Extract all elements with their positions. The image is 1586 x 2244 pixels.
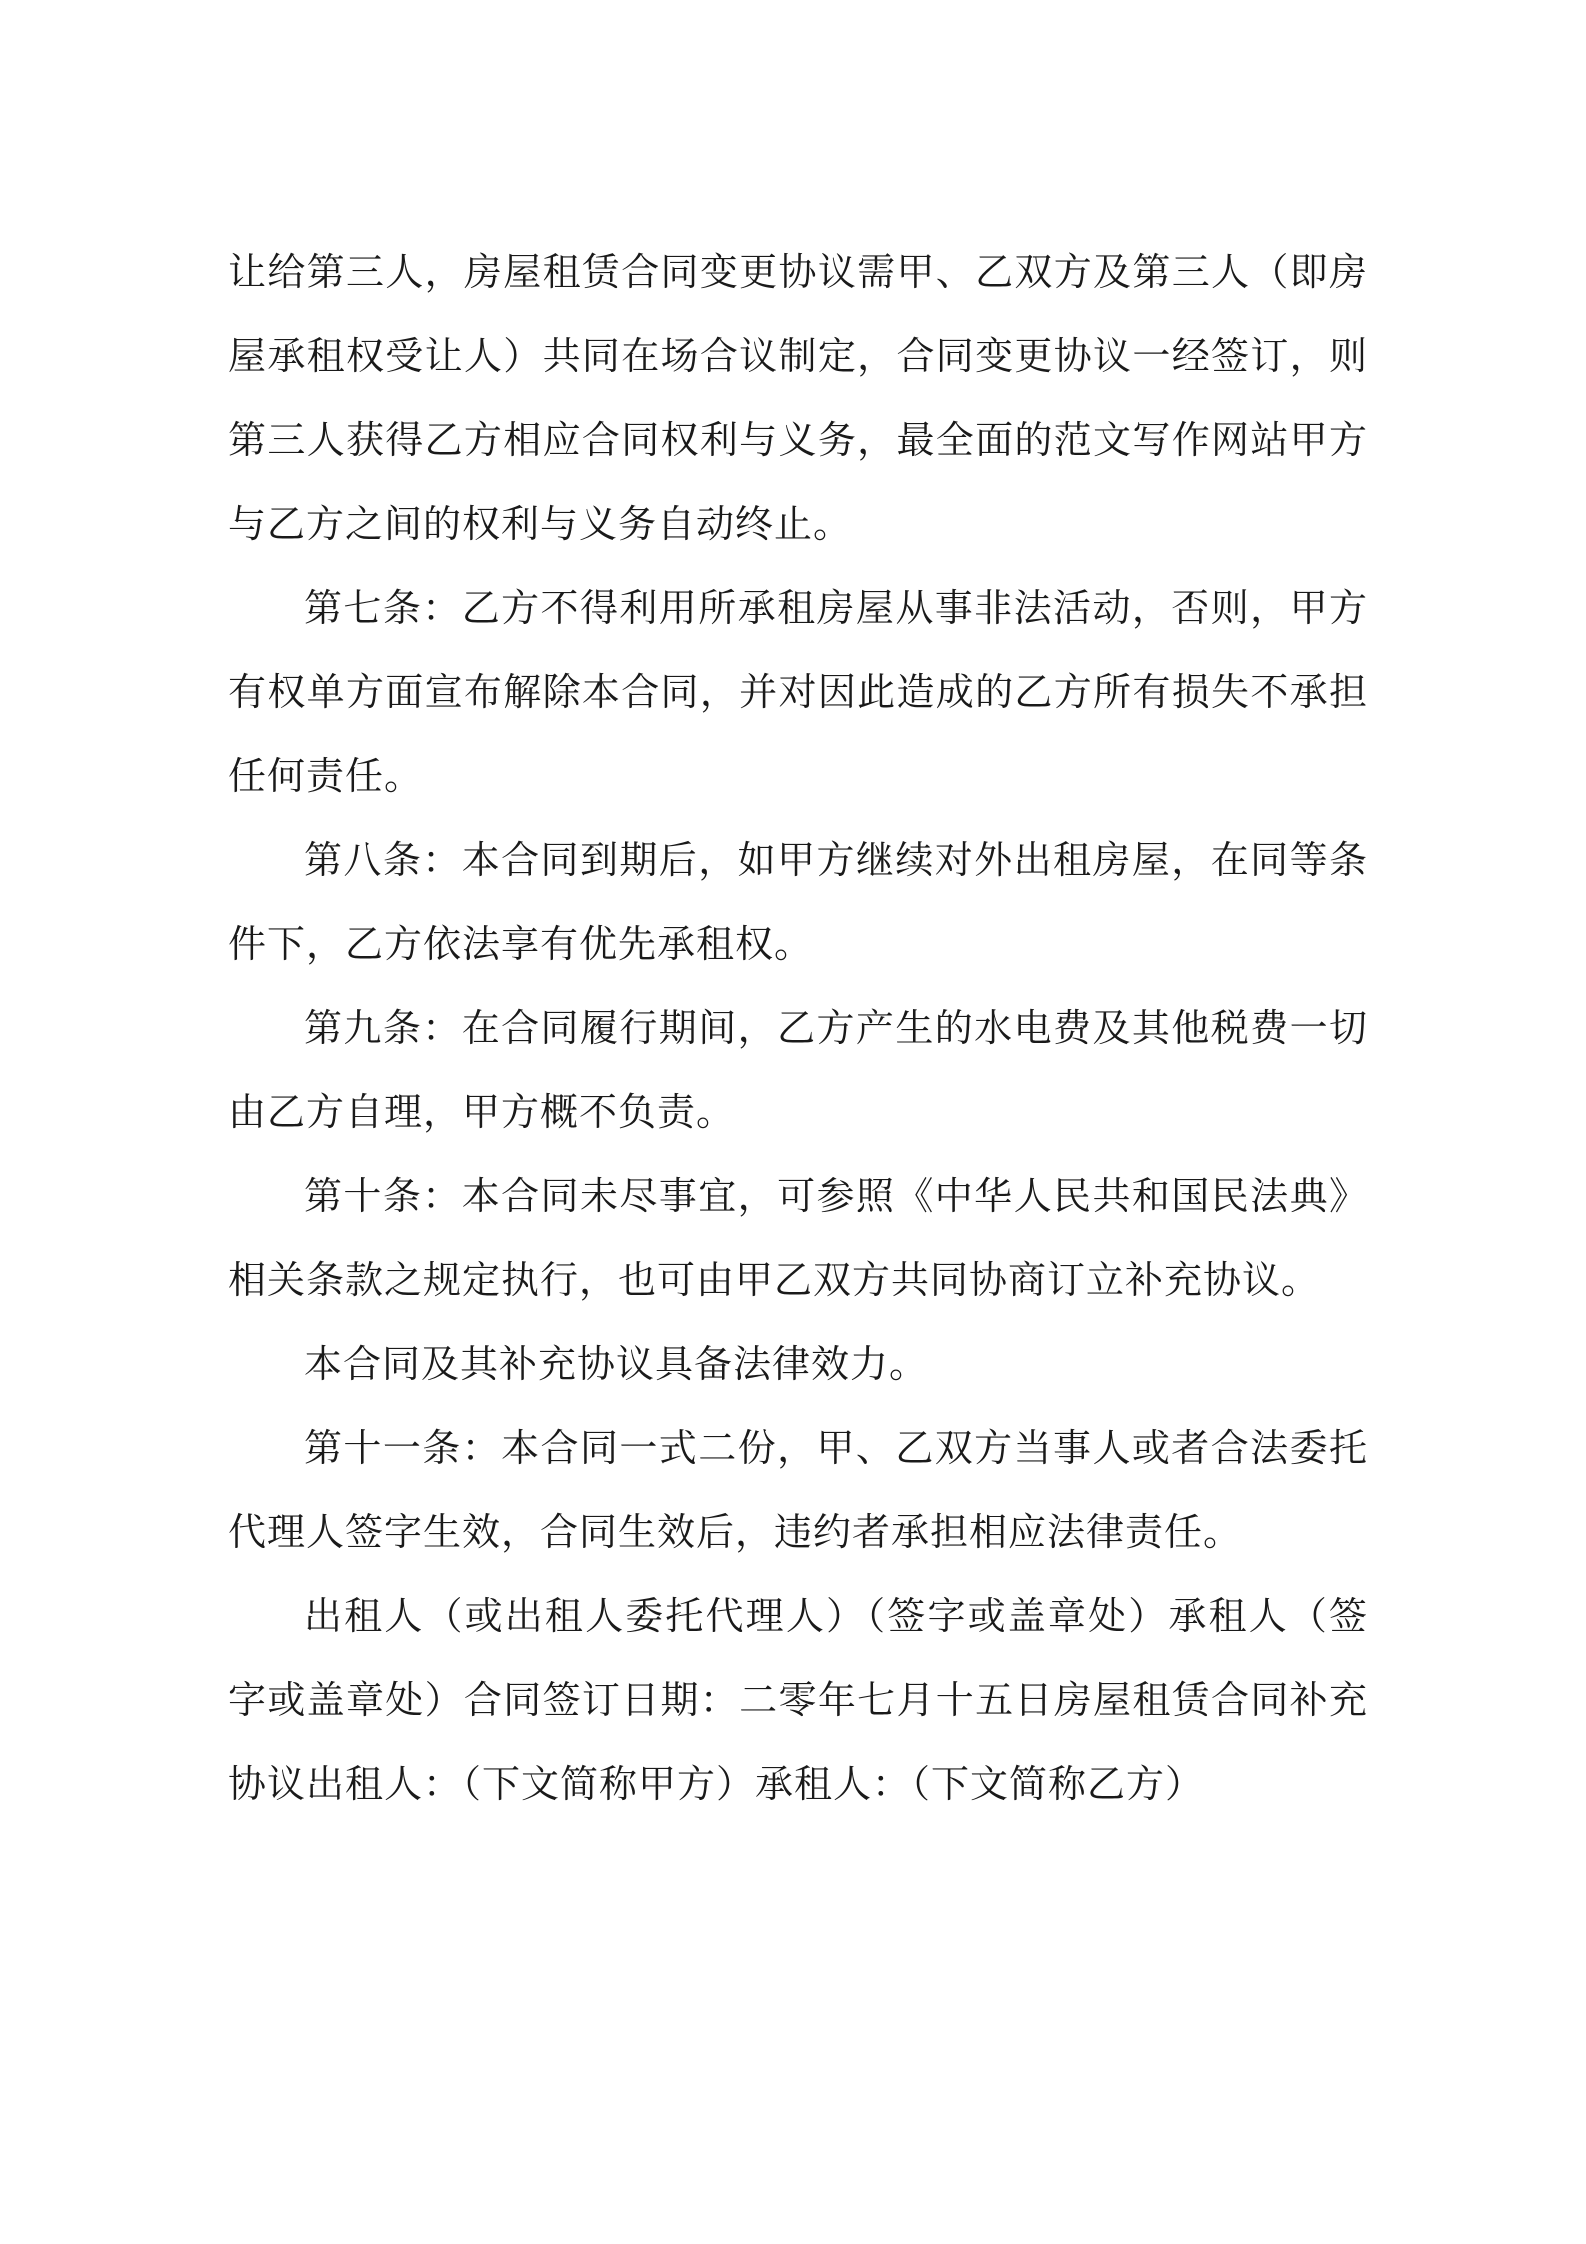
document-body bbox=[228, 230, 1368, 1826]
paragraph-signature-block: 出租人（或出租人委托代理人）（签字或盖章处）承租人（签字或盖章处）合同签订日期：二零年七月十五日房屋租赁合同补充协议出租人：（下文简称甲方）承租人：（下文简称乙方） bbox=[228, 1594, 1368, 1806]
paragraph-legal-effect: 本合同及其补充协议具备法律效力。 bbox=[304, 1342, 929, 1386]
paragraph-article-11: 第十一条：本合同一式二份，甲、乙双方当事人或者合法委托代理人签字生效，合同生效后，违约者承担相应法律责任。 bbox=[228, 1426, 1368, 1554]
paragraph-article-9: 第九条：在合同履行期间，乙方产生的水电费及其他税费一切由乙方自理，甲方概不负责。 bbox=[228, 1006, 1368, 1134]
paragraph-article-8: 第八条：本合同到期后，如甲方继续对外出租房屋，在同等条件下，乙方依法享有优先承租权。 bbox=[228, 838, 1368, 966]
paragraph-article-10: 第十条：本合同未尽事宜，可参照《中华人民共和国民法典》相关条款之规定执行，也可由甲乙双方共同协商订立补充协议。 bbox=[228, 1174, 1368, 1302]
paragraph-article-7: 第七条：乙方不得利用所承租房屋从事非法活动，否则，甲方有权单方面宣布解除本合同，并对因此造成的乙方所有损失不承担任何责任。 bbox=[228, 586, 1368, 798]
paragraph-transfer-clause: 让给第三人，房屋租赁合同变更协议需甲、乙双方及第三人（即房屋承租权受让人）共同在场合议制定，合同变更协议一经签订，则第三人获得乙方相应合同权利与义务，最全面的范文写作网站甲方与乙方之间的权利与义务自动终止。 bbox=[228, 250, 1368, 546]
